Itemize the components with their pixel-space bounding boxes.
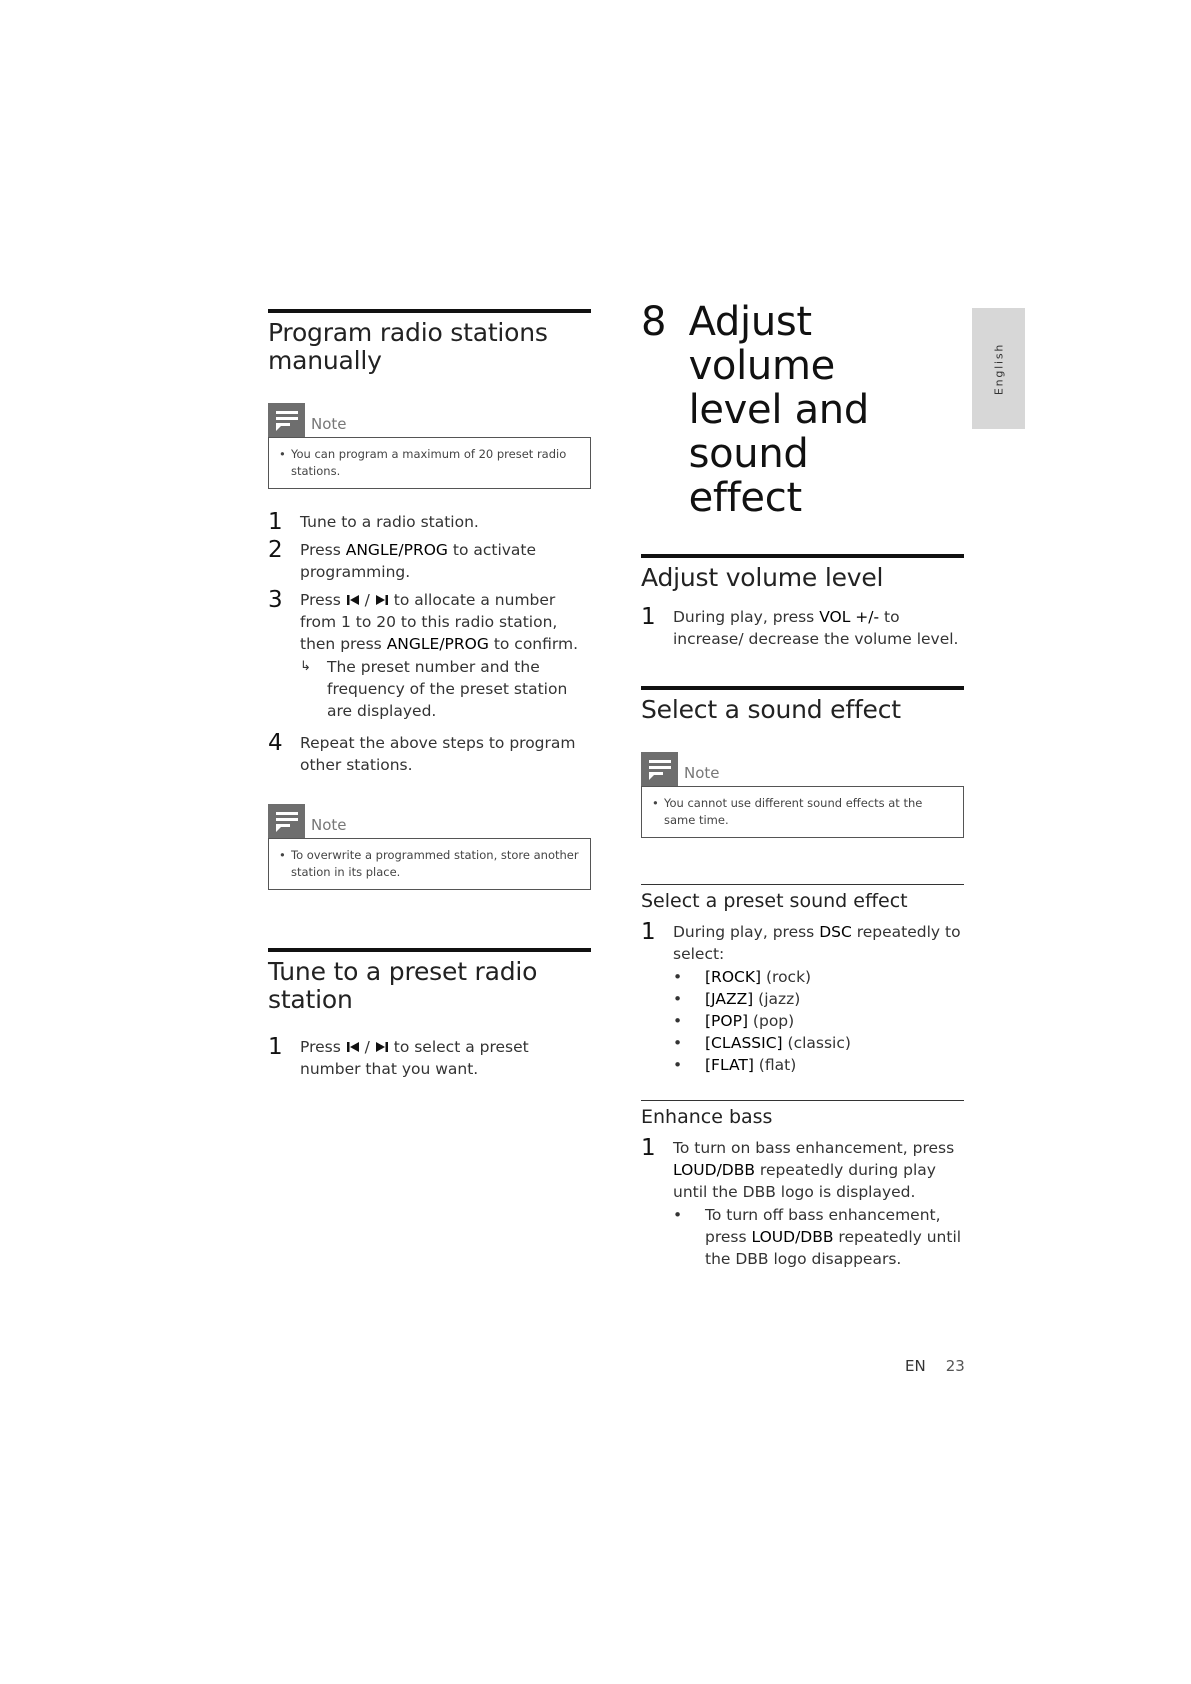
next-icon: [375, 1040, 389, 1054]
note-label: Note: [684, 764, 720, 782]
note-block: [268, 403, 591, 489]
note-text: You cannot use different sound effects at the same time.: [664, 796, 923, 827]
step-1: 1 Press / to select a preset number that you want.: [268, 1034, 529, 1078]
step-result: ↳ The preset number and the frequency of the preset station are displayed.: [300, 658, 568, 720]
note-icon: [268, 804, 305, 838]
step-2: 2 Press ANGLE/PROG to activate programming.: [268, 537, 537, 581]
section-title-tune-preset: Tune to a preset radio station: [268, 957, 538, 1014]
chapter-title: Adjust volume level and sound effect: [688, 299, 869, 521]
language-label: English: [992, 342, 1005, 395]
step-4: 4 Repeat the above steps to program other stations.: [268, 730, 576, 774]
sound-options-list: [673, 966, 964, 1076]
step-1: 1 During play, press DSC repeatedly to select: • [ROCK] (rock) • [JAZZ] (jazz) • [POP] (pop) • [CLASSIC] (classic) • [FLAT] (flat): [641, 921, 964, 1076]
language-tab: [972, 308, 1025, 429]
chapter-number: 8: [641, 299, 667, 345]
section-rule: [641, 686, 964, 690]
step-1: 1 To turn on bass enhancement, press LOUD/DBB repeatedly during play until the DBB logo is displayed. • To turn off bass enhancement, press LOUD/DBB repeatedly until the DBB logo disappears.: [641, 1137, 964, 1270]
note-block-2: [268, 804, 591, 890]
section-title-sound-effect: Select a sound effect: [641, 695, 901, 724]
sound-option: • [JAZZ] (jazz): [673, 990, 801, 1008]
note-icon: [268, 403, 305, 437]
step-1: 1 During play, press VOL +/- to increase/ decrease the volume level.: [641, 604, 959, 648]
sound-option: • [ROCK] (rock): [673, 968, 812, 986]
subsection-rule: [641, 884, 964, 885]
steps-list: [268, 511, 591, 776]
subsection-rule: [641, 1100, 964, 1101]
note-text: To overwrite a programmed station, store another station in its place.: [291, 848, 579, 879]
right-column: [641, 300, 964, 1270]
section-title-program-manually: Program radio stations manually: [268, 318, 548, 375]
previous-icon: [346, 1040, 360, 1054]
section-rule: [268, 309, 591, 313]
sound-option: • [FLAT] (flat): [673, 1056, 797, 1074]
previous-icon: [346, 593, 360, 607]
result-arrow-icon: ↳: [300, 659, 311, 674]
note-text: You can program a maximum of 20 preset radio stations.: [291, 447, 567, 478]
sound-option: • [POP] (pop): [673, 1012, 795, 1030]
chapter-heading: [641, 300, 964, 520]
note-icon: [641, 752, 678, 786]
note-block: [641, 752, 964, 838]
step-1: 1 Tune to a radio station.: [268, 509, 479, 535]
note-box: • You can program a maximum of 20 preset radio stations.: [268, 437, 591, 489]
note-label: Note: [311, 415, 347, 433]
sound-option: • [CLASSIC] (classic): [673, 1034, 851, 1052]
note-box: • To overwrite a programmed station, store another station in its place.: [268, 838, 591, 890]
subsection-title-preset-sound: Select a preset sound effect: [641, 890, 908, 912]
section-rule: [268, 948, 591, 952]
section-title-adjust-volume: Adjust volume level: [641, 563, 884, 592]
section-rule: [641, 554, 964, 558]
footer-language: EN: [905, 1357, 926, 1375]
subsection-title-enhance-bass: Enhance bass: [641, 1106, 773, 1128]
step-3: 3 Press / to allocate a number from 1 to 20 to this radio station, then press ANGLE/PROG to confirm. ↳ The preset number and the frequency of the preset station are displayed.: [268, 589, 591, 722]
page-footer: [905, 1357, 965, 1375]
left-column: [268, 309, 591, 1080]
next-icon: [375, 593, 389, 607]
note-box: • You cannot use different sound effects at the same time.: [641, 786, 964, 838]
note-label: Note: [311, 816, 347, 834]
sub-bullet: • To turn off bass enhancement, press LOUD/DBB repeatedly until the DBB logo disappears.: [673, 1206, 962, 1268]
page-number: 23: [945, 1357, 965, 1375]
